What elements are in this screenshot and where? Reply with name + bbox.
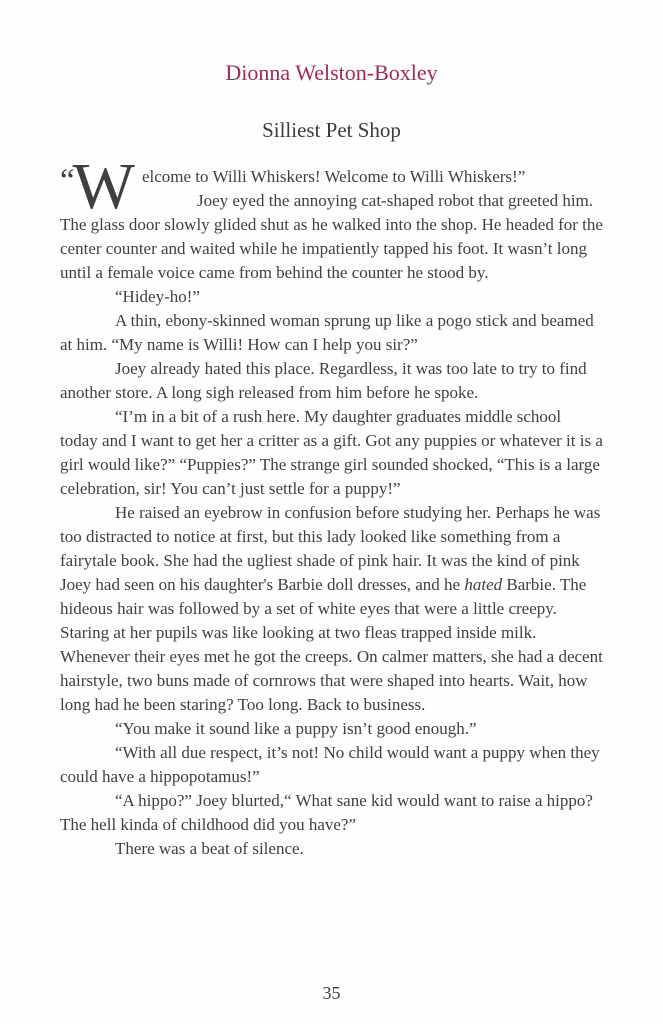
paragraph — [60, 837, 603, 861]
paragraph-text: He raised an eyebrow in confusion before studying her. Perhaps he was too distracted to notice at first, but this lady looked like something from a fairytale book. She had the ugliest shade of pink hair. It was the kind of pink Joey had seen on his daughter's Barbie doll dresses, and he — [60, 503, 601, 594]
paragraph — [60, 405, 603, 501]
paragraph-text: “A hippo?” Joey blurted,“ What sane kid would want to raise a hippo? The hell kinda of childhood did you have?” — [60, 791, 593, 834]
author-name: Dionna Welston-Boxley — [225, 60, 438, 85]
page-number: 35 — [322, 983, 341, 1003]
paragraph-text: “I’m in a bit of a rush here. My daughter graduates middle school today and I want to get her a critter as a gift. Got any puppies or whatever it is a girl would like?” “Puppies?” The strange girl sounded shocked, “This is a large celebration, sir! You can’t just settle for a puppy!” — [60, 407, 603, 498]
paragraph-text: “Hidey-ho!” — [115, 287, 200, 306]
paragraph-text: Joey eyed the annoying cat-shaped robot that greeted him. The glass door slowly glided shut as he walked into the shop. He headed for the center counter and waited while he impatiently tapped his foot. It wasn’t long until a female voice came from behind the counter he stood by. — [60, 191, 603, 282]
opening-paragraph — [60, 150, 603, 223]
paragraph-text: “With all due respect, it’s not! No child would want a puppy when they could have a hippopotamus!” — [60, 743, 600, 786]
paragraph — [60, 309, 603, 357]
paragraph — [60, 501, 603, 717]
paragraph — [60, 189, 603, 285]
paragraph — [60, 789, 603, 837]
paragraph-text: Barbie. The hideous hair was followed by a set of white eyes that were a little creepy. Staring at her pupils was like looking at two fleas trapped inside milk. Whenever their eyes met he got the creeps. On calmer matters, she had a decent hairstyle, two buns made of cornrows that were shaped into hearts. Wait, how long had he been staring? Too long. Back to business. — [60, 575, 603, 714]
paragraph-text: There was a beat of silence. — [115, 839, 304, 858]
opening-quote-mark: “ — [60, 163, 73, 199]
paragraph-text: Joey already hated this place. Regardless, it was too late to try to find another store. A long sigh released from him before he spoke. — [60, 359, 587, 402]
drop-cap — [60, 150, 135, 223]
story-body — [60, 150, 603, 861]
paragraphs-container — [60, 189, 603, 861]
paragraph — [60, 741, 603, 789]
paragraph-text: “You make it sound like a puppy isn’t good enough.” — [115, 719, 477, 738]
italic-text: hated — [464, 575, 503, 594]
paragraph — [60, 717, 603, 741]
story-title: Silliest Pet Shop — [262, 118, 401, 142]
drop-cap-letter: W — [72, 150, 135, 223]
paragraph — [60, 357, 603, 405]
paragraph-text: A thin, ebony-skinned woman sprung up like a pogo stick and beamed at him. “My name is Willi! How can I help you sir?” — [60, 311, 594, 354]
opening-paragraph-text: elcome to Willi Whiskers! Welcome to Willi Whiskers!” — [141, 167, 526, 186]
paragraph — [60, 285, 603, 309]
